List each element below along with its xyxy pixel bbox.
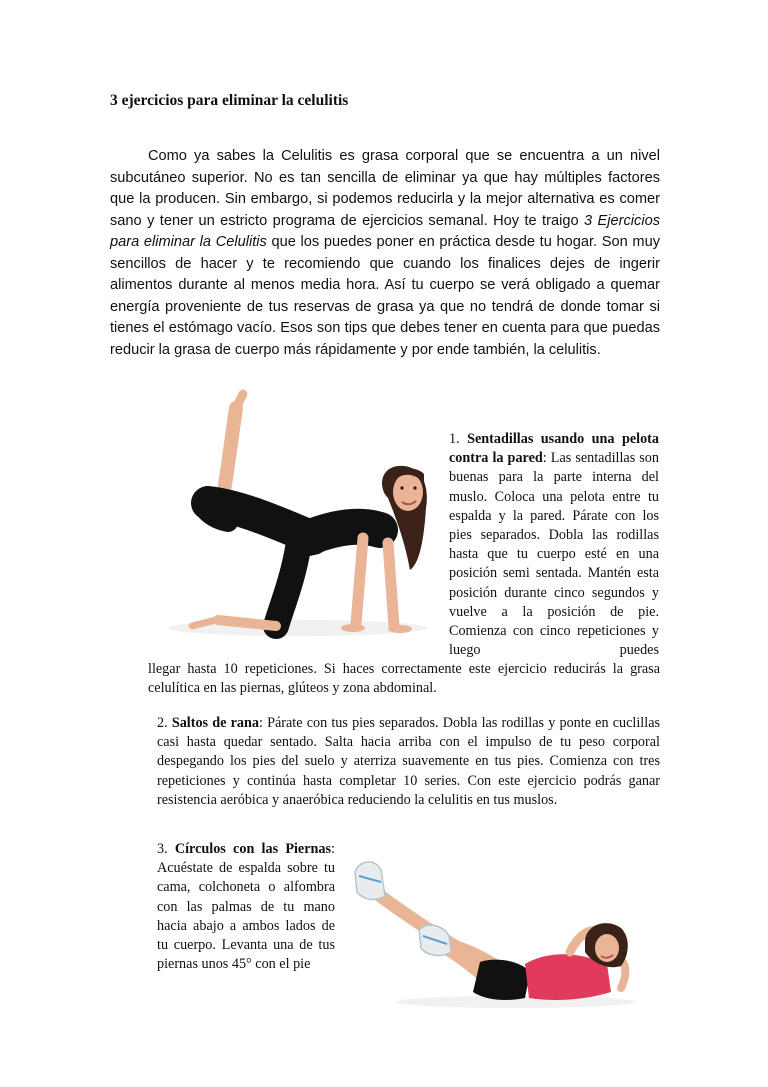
exercise-1-continued: llegar hasta 10 repeticiones. Si haces correctamente este ejercicio reducirás la grasa celulítica en las piernas, glúteos y zona abdominal. [148, 661, 660, 697]
intro-emphasis: 3 Ejercicios para eliminar la Celulitis [110, 212, 660, 250]
exercise-2-name: Saltos de rana [171, 715, 259, 731]
exercise-3-number: 3. [157, 841, 168, 857]
page-title: 3 ejercicios para eliminar la celulitis [110, 92, 349, 109]
exercise-3-photo [345, 852, 641, 1010]
intro-text-part1: Como ya sabes la Celulitis es grasa corporal que se encuentra a un nivel subcutáneo superior. No es tan sencilla de eliminar ya que hay múltiples factores que la producen. Sin embargo, si podemos reducirla y la mejor alternativa es comer sano y tener un estricto programa de ejercicios semanal. Hoy te traigo [110, 148, 660, 229]
exercise-2-text [157, 714, 660, 810]
exercise-1-number: 1. [449, 431, 460, 447]
exercise-3-name: Círculos con las Piernas [174, 841, 332, 857]
exercise-1-description: : Las sentadillas son buenas para la parte interna del muslo. Coloca una pelota entre tu espalda y la pared. Párate con los pies separados. Dobla las rodillas hasta que tu cuerpo esté en una posición semi sentada. Mantén esta posición durante cinco segundos y vuelve a la posición de pie. Comienza con cinco repeticiones y luego puedes [449, 450, 659, 659]
exercise-1-name: Sentadillas usando una pelota contra la pared [449, 431, 660, 467]
exercise-1-photo [148, 388, 436, 650]
exercise-3-description: : Acuéstate de espalda sobre tu cama, colchoneta o alfombra con las palmas de tu mano hacia abajo a ambos lados de tu cuerpo. Levanta una de tus piernas unos 45° con el pie [157, 841, 335, 973]
intro-text-part2: que los puedes poner en práctica desde tu hogar. Son muy sencillos de hacer y te recomiendo que cuando los finalices dejes de ingerir alimentos durante al menos media hora. Así tu cuerpo se verá obligado a quemar energía proveniente de tus reservas de grasa ya que no tendrá de donde tomar si tienes el estómago vacío. Esos son tips que debes tener en cuenta para que puedas reducir la grasa de cuerpo más rápidamente y por ende también, la celulitis. [110, 234, 660, 358]
exercise-1-text [449, 430, 659, 660]
exercise-3-text [157, 840, 335, 974]
exercise-2-description: : Párate con tus pies separados. Dobla las rodillas y ponte en cuclillas casi hasta quedar sentado. Salta hacia arriba con el impulso de tu peso corporal despegando los pies del suelo y aterriza suavemente en tus pies. Comienza con tres repeticiones y continúa hasta completar 10 series. Con este ejercicio podrás ganar resistencia aeróbica y anaeróbica reduciendo la celulitis en tus muslos. [157, 715, 661, 808]
intro-paragraph [110, 146, 660, 361]
exercise-2-number: 2. [157, 715, 168, 731]
